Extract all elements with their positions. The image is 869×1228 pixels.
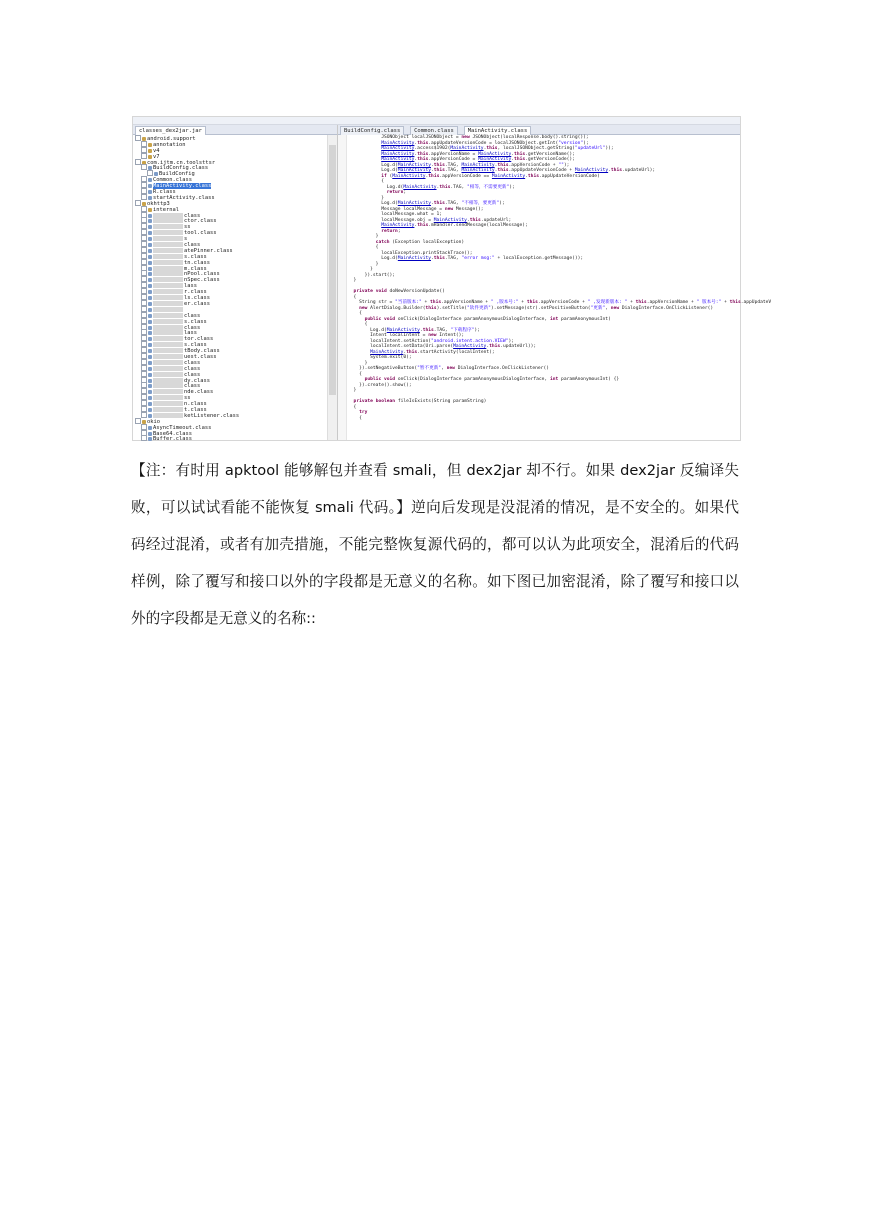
code-line: MainActivity.this.mHandler.sendMessage(localMessage); [381,223,528,228]
tree-item-label: class [184,359,201,366]
code-line: localMessage.obj = MainActivity.this.updateUrl; [348,217,512,223]
note-text [131,452,739,637]
code-line: { [348,294,357,300]
code-line: JSONObject localJSONObject = new JSONObject(localResponse.body().string()); [348,135,589,140]
tree-item-label: t.class [184,406,207,413]
code-line: Log.d(MainActivity.this.TAG, "error msg:" + localException.getMessage()); [348,256,584,261]
code-line: public void onClick(DialogInterface paramAnonymousDialogInterface, int paramAnonymousInt) {} [364,377,620,382]
code-line: Message localMessage = new Message(); [348,206,484,212]
tree-item-label: nSpec.class [184,277,220,284]
tree-item-label: s.class [184,253,207,260]
tree-item-label: r.class [184,289,207,296]
tree-item-label: m.class [184,265,207,272]
code-line: MainActivity.access$1902(MainActivity.this, localJSONObject.getString("updateUrl")); [381,146,614,151]
tree-item-label: class [184,383,201,390]
code-line: MainActivity.this.appVersionName = MainActivity.this.getVersionName(); [381,151,575,157]
code-line: { [348,371,362,377]
code-line: public void onClick(DialogInterface paramAnonymousDialogInterface, int paramAnonymousInt) [364,316,611,322]
tree-item-label: class [184,365,201,372]
left-tab-bar [133,125,337,135]
tree-item-label: s [184,236,188,243]
tree-item-label: s.class [184,342,207,349]
code-line: Intent localIntent = new Intent(); [348,333,465,338]
code-line: Log.d(MainActivity.this.TAG, MainActivity.this.appVersionCode + ""); [348,162,570,168]
code-line: { [348,322,368,327]
code-line: }).start(); [348,272,396,278]
code-line: if (MainActivity.this.appVersionCode == MainActivity.this.appUpdateVersionCode) [381,173,600,179]
code-line: MainActivity.this.appVersionCode = MainActivity.this.getVersionCode(); [381,157,575,162]
tree-item[interactable] [133,435,327,441]
tree-item-label: tn.class [184,259,210,266]
code-line: String str = "当前版本:" + this.appVersionName + " ,版本号:" + this.appVersionCode + " ,发现新版本: " + this.appVersionName + " 版本号:" + this.appUpdateV [348,300,772,305]
code-line: System.exit(0); [348,355,412,360]
code-line: }).setNegativeButton("暂不更新", new DialogInterface.OnClickListener() [348,366,549,371]
tree-item-label: class [184,371,201,378]
tree-item-label: dy.class [184,377,210,384]
code-line: localException.printStackTrace(); [348,250,473,256]
tree-item-label: internal [153,206,179,213]
tree-item-label: startActivity.class [153,194,215,201]
editor-panel [338,125,772,440]
code-line: try [359,410,368,415]
tree-item-label: class [184,242,201,249]
toolbar [133,117,740,125]
code-line: return; [386,190,407,195]
code-line: private boolean fileIsExists(String paramString) [353,399,487,404]
tree-item-label: annotation [153,141,186,148]
tree-item-label: BuildConfig [159,171,195,178]
tree-scrollbar[interactable] [327,135,337,440]
tree-item-label: com.ijtm.cn.toolsttsr [147,159,216,166]
code-line: private void doNewVersionUpdate() [353,289,445,294]
decompiler-screenshot [132,116,772,443]
tree-item-label: Base64.class [153,430,192,437]
code-line: { [348,311,362,316]
code-line: }).create().show(); [348,382,412,388]
code-line: localIntent.setData(Uri.parse(MainActivity.this.updateUrl)); [348,344,537,349]
package-tree [133,135,327,443]
editor-tab[interactable]: Common.class [410,126,458,135]
code-line: } [348,234,379,239]
tree-item-label: okio [147,418,160,425]
tree-item-label: Common.class [153,177,192,184]
file-tree-panel [133,125,338,443]
tree-item-label: atePinner.class [184,247,233,254]
tree-item-label: tool.class [184,230,217,237]
tree-item-label: v4 [153,147,160,154]
tree-item-label: class [184,324,201,331]
code-line: { [348,415,362,421]
tree-item-label: nde.class [184,389,214,396]
tree-item-label: n.class [184,401,207,408]
tree-item-label: ctor.class [184,218,217,225]
code-line: MainActivity.this.startActivity(localIntent); [370,349,495,355]
source-code [348,135,772,440]
editor-gutter [338,135,347,440]
class-file-icon [148,437,152,441]
code-line: { [348,179,384,184]
tree-item-label: tBody.class [184,348,220,355]
tree-item-label: tor.class [184,336,214,343]
tree-item-label: android.support [147,136,196,142]
code-line: new AlertDialog.Builder(this).setTitle("软件更新").setMessage(str).setPositiveButton("更新", new DialogInterface.OnClickListener() [359,305,714,311]
code-line: { [348,404,357,410]
code-line: Log.d(MainActivity.this.TAG, "下载程序"); [348,327,480,333]
tree-item-label: nPool.class [184,271,220,278]
code-line: } [348,388,357,393]
tree-item-label: ls.class [184,295,210,302]
editor-tab[interactable]: MainActivity.class [464,126,532,135]
tree-item-label: lass [184,330,197,337]
tab-classes-jar[interactable]: classes_dex2jar.jar [135,126,206,135]
code-line: Log.d(MainActivity.this.TAG, "相等，不需要更新"); [348,184,515,190]
editor-tab-bar [338,125,740,135]
tree-item-label: AsyncTimeout.class [153,424,212,431]
code-line: } [348,261,379,267]
code-line: catch (Exception localException) [375,239,465,245]
tree-item-label: ss [184,224,191,231]
tree-item-label: okhttp3 [147,200,170,207]
tree-item-label: er.class [184,300,210,307]
tree-item-label: s.class [184,318,207,325]
code-line: } [348,267,373,272]
editor-tab[interactable]: BuildConfig.class [340,126,404,135]
code-line: } [348,278,357,283]
note-paragraph: 【注：有时用 apktool 能够解包并查看 smali，但 dex2jar 却不行。如果 dex2jar 反编译失败，可以试试看能不能恢复 smali 代码。】逆向后发现是没混淆的情况，是不安全的。如果代码经过混淆，或者有加壳措施，不能完整恢复源代码的，都可以认为此项安全，混淆后的代码样例，除了覆写和接口以外的字段都是无意义的名称。如下图已加密混淆，除了覆写和接口以外的字段都是无意义的名称:: [131,462,739,627]
expand-toggle-icon[interactable] [141,435,147,441]
code-line: localIntent.setAction("android.intent.action.VIEW"); [348,338,514,344]
code-line: } [348,360,368,366]
tree-item-label: Buffer.class [153,436,192,443]
code-line: MainActivity.this.appUpdateVersionCode = localJSONObject.getInt("version"); [381,140,589,146]
code-line: Log.d(MainActivity.this.TAG, "不相等，要更新"); [348,201,505,206]
tree-scrollbar-thumb[interactable] [329,145,336,395]
tree-item-label: R.class [153,189,176,196]
tree-item-label: MainActivity.class [153,183,212,190]
code-line: return; [381,228,401,234]
tree-item-label: lass [184,283,197,290]
code-line: { [348,245,379,250]
tree-item-label: ss [184,395,191,402]
tree-item-label: class [184,212,201,219]
code-line: localMessage.what = 1; [348,212,443,217]
tree-item-label: BuildConfig.class [153,165,209,172]
code-line: Log.d(MainActivity.this.TAG, MainActivity.this.appUpdateVersionCode + MainActivity.this.updateUrl); [348,168,656,173]
tree-item-label: class [184,312,201,319]
tree-item-label: v7 [153,153,160,160]
tree-item-label: uest.class [184,353,217,360]
tree-item-label: ketListener.class [184,412,240,419]
code-line: } [348,195,384,201]
